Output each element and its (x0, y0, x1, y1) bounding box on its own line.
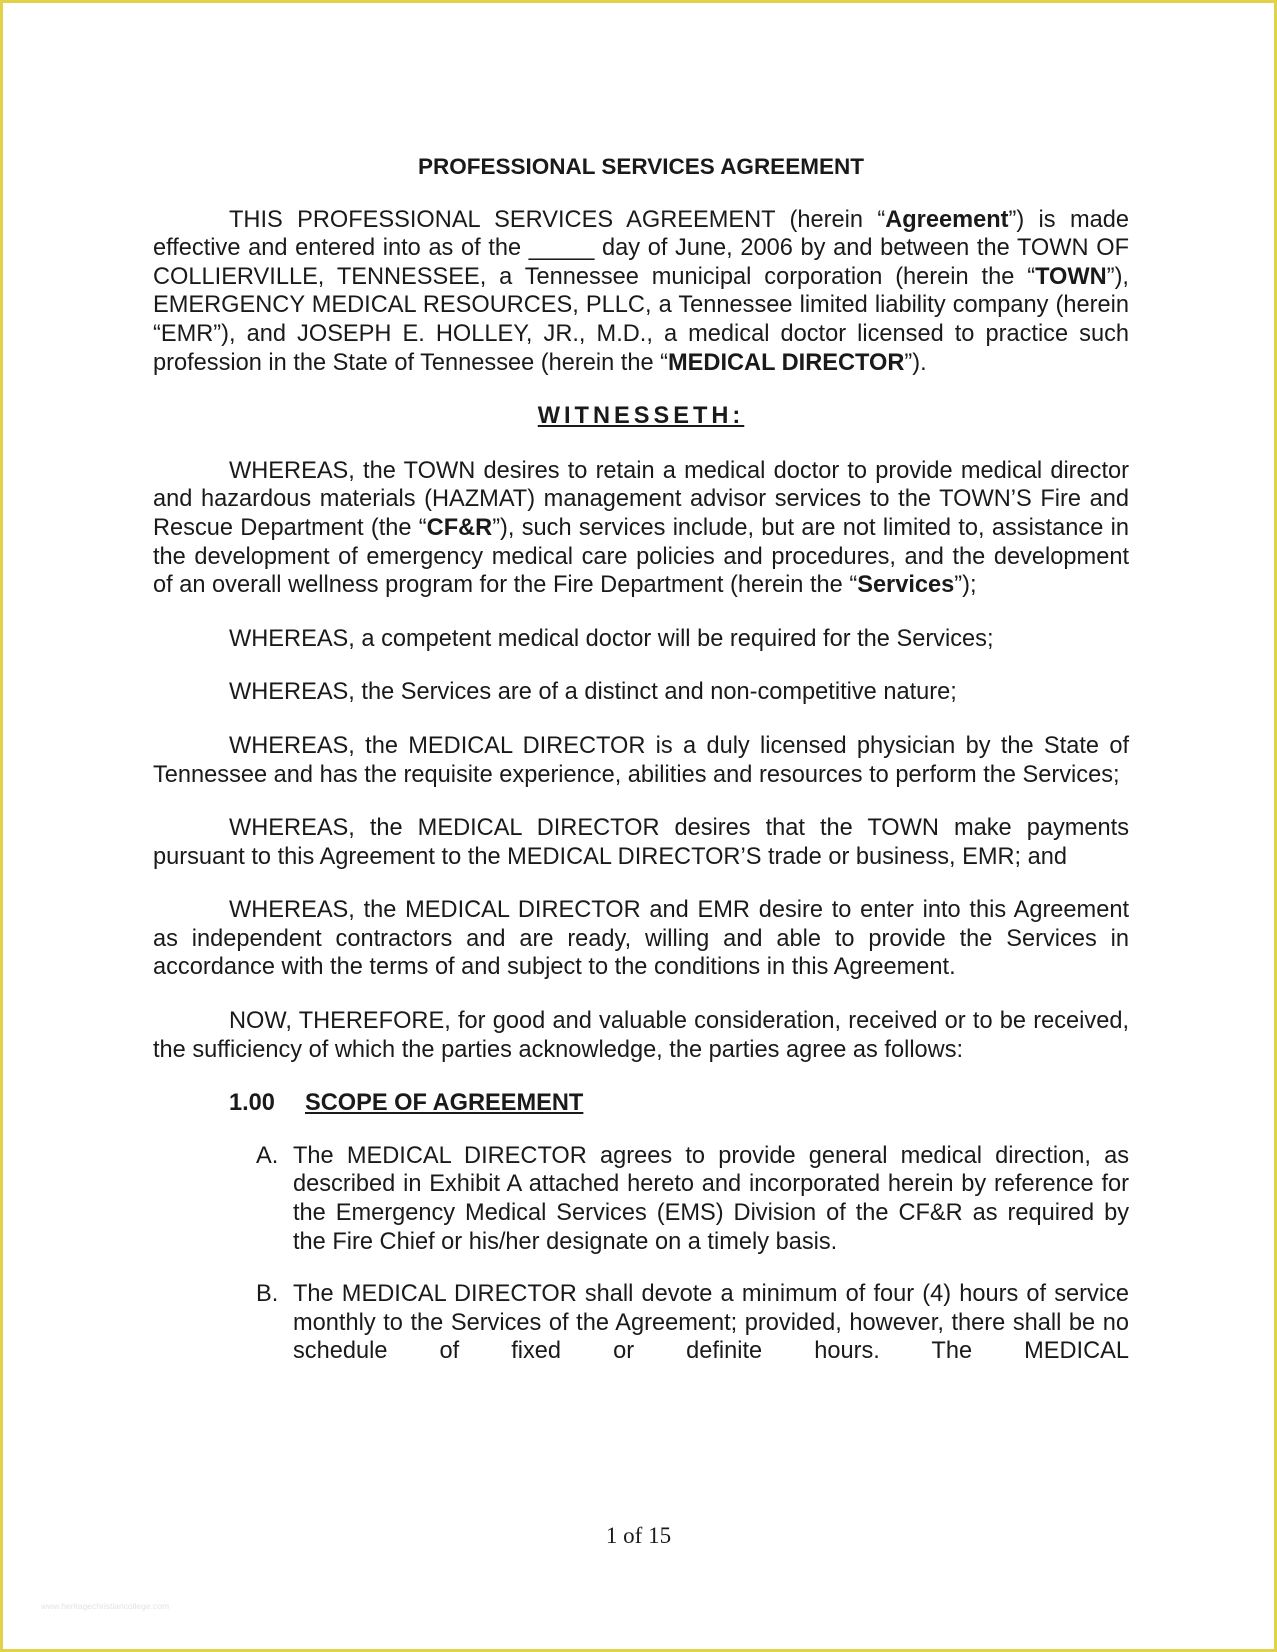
list-item (256, 1280, 1129, 1366)
whereas-paragraph-3: WHEREAS, the Services are of a distinct and non-competitive nature; (229, 679, 957, 706)
now-therefore-paragraph: NOW, THEREFORE, for good and valuable consideration, received or to be received, the sufficiency of which the parties acknowledge, the parties agree as follows: (153, 1008, 1129, 1063)
whereas-paragraph-4: WHEREAS, the MEDICAL DIRECTOR is a duly licensed physician by the State of Tennessee and has the requisite experience, abilities and resources to perform the Services; (153, 732, 1129, 788)
section-heading (229, 1089, 1129, 1118)
section-title: SCOPE OF AGREEMENT (305, 1090, 584, 1117)
document-title: PROFESSIONAL SERVICES AGREEMENT (418, 154, 864, 179)
list-item-text: The MEDICAL DIRECTOR shall devote a minimum of four (4) hours of service monthly to the Services of the Agreement; provided, however, there shall be no schedule of fixed or definite hours. The MEDICAL (293, 1281, 1129, 1365)
document-body (153, 153, 1129, 1390)
section-number: 1.00 (229, 1090, 275, 1117)
page-number: 1 of 15 (605, 1523, 672, 1548)
whereas-paragraph-1: WHEREAS, the TOWN desires to retain a medical doctor to provide medical director and hazardous materials (HAZMAT) management advisor services to the TOWN’S Fire and Rescue Department (the “CF&R”), such services include, but are not limited to, assistance in the development of emergency medical care policies and procedures, and the development of an overall wellness program for the Fire Department (herein the “Services”); (153, 457, 1129, 599)
list-item-text: The MEDICAL DIRECTOR agrees to provide general medical direction, as described in Exhibit A attached hereto and incorporated herein by reference for the Emergency Medical Services (EMS) Division of the CF&R as required by the Fire Chief or his/her designate on a timely basis. (293, 1142, 1129, 1255)
list-item-letter: A. (256, 1142, 279, 1169)
witnesseth-heading: WITNESSETH: (537, 403, 745, 430)
whereas-paragraph-5: WHEREAS, the MEDICAL DIRECTOR desires that the TOWN make payments pursuant to this Agreement to the MEDICAL DIRECTOR’S trade or business, EMR; and (153, 815, 1129, 870)
whereas-paragraph-2: WHEREAS, a competent medical doctor will be required for the Services; (229, 625, 994, 652)
list-item-letter: B. (256, 1281, 279, 1308)
watermark: www.heritagechristiancollege.com (41, 1601, 170, 1611)
list-item (256, 1142, 1129, 1256)
whereas-paragraph-6: WHEREAS, the MEDICAL DIRECTOR and EMR desire to enter into this Agreement as independent contractors and are ready, willing and able to provide the Services in accordance with the terms of and subject to the conditions in this Agreement. (153, 897, 1129, 981)
intro-paragraph: THIS PROFESSIONAL SERVICES AGREEMENT (herein “Agreement”) is made effective and entered into as of the _____ day of June, 2006 by and between the TOWN OF COLLIERVILLE, TENNESSEE, a Tennessee municipal corporation (herein the “TOWN”), EMERGENCY MEDICAL RESOURCES, PLLC, a Tennessee limited liability company (herein “EMR”), and JOSEPH E. HOLLEY, JR., M.D., a medical doctor licensed to practice such profession in the State of Tennessee (herein the “MEDICAL DIRECTOR”). (153, 206, 1129, 376)
